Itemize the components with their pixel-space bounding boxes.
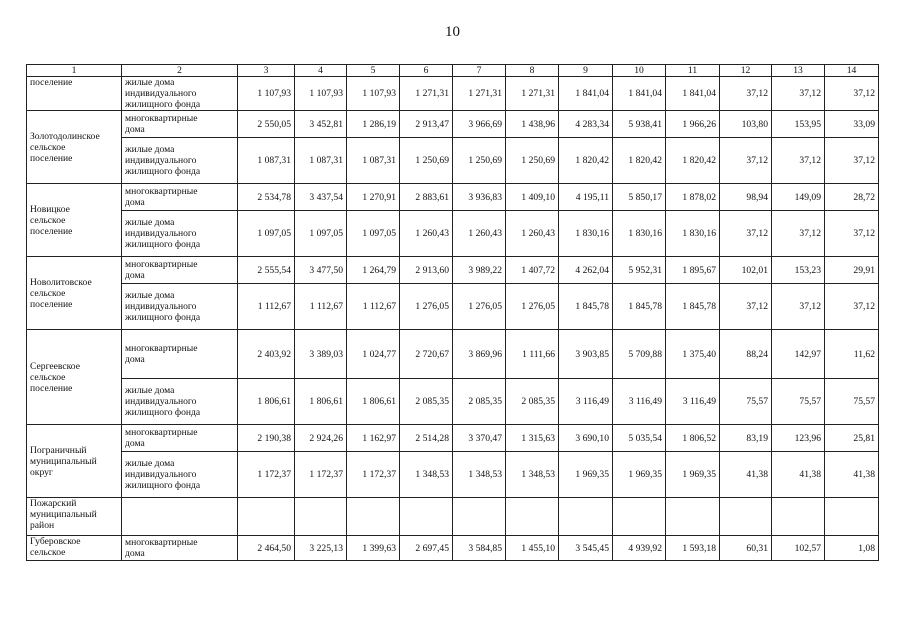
value-cell: 1 276,05 — [506, 284, 559, 330]
value-cell: 3 869,96 — [453, 330, 506, 379]
value-cell: 3 116,49 — [613, 379, 666, 425]
value-cell: 1 276,05 — [400, 284, 453, 330]
municipality-name: поселение — [27, 77, 122, 111]
header-row — [27, 65, 879, 77]
value-cell: 3 225,13 — [295, 536, 347, 561]
value-cell — [772, 498, 825, 536]
value-cell: 3 116,49 — [666, 379, 720, 425]
housing-type: жилые дома индивидуального жилищного фонда — [122, 379, 238, 425]
value-cell: 1 830,16 — [613, 211, 666, 257]
value-cell: 41,38 — [772, 452, 825, 498]
value-cell: 1 820,42 — [559, 138, 613, 184]
value-cell: 1 264,79 — [347, 257, 400, 284]
value-cell: 1 276,05 — [453, 284, 506, 330]
table-row — [27, 138, 879, 184]
value-cell — [238, 498, 295, 536]
value-cell: 1 841,04 — [613, 77, 666, 111]
value-cell: 1 806,61 — [347, 379, 400, 425]
value-cell: 1 895,67 — [666, 257, 720, 284]
value-cell — [825, 498, 879, 536]
value-cell: 2 550,05 — [238, 111, 295, 138]
value-cell: 37,12 — [720, 284, 772, 330]
table-row — [27, 452, 879, 498]
value-cell: 153,95 — [772, 111, 825, 138]
housing-type — [122, 498, 238, 536]
value-cell: 153,23 — [772, 257, 825, 284]
value-cell: 2 913,60 — [400, 257, 453, 284]
value-cell: 1 315,63 — [506, 425, 559, 452]
header-cell: 8 — [506, 65, 559, 77]
value-cell: 1 878,02 — [666, 184, 720, 211]
table-row — [27, 379, 879, 425]
municipality-name: Губеровское сельское — [27, 536, 122, 561]
value-cell — [559, 498, 613, 536]
value-cell: 1 806,61 — [238, 379, 295, 425]
header-cell: 2 — [122, 65, 238, 77]
value-cell: 3 584,85 — [453, 536, 506, 561]
value-cell: 1 271,31 — [453, 77, 506, 111]
value-cell: 1 112,67 — [347, 284, 400, 330]
value-cell: 37,12 — [720, 138, 772, 184]
header-cell: 9 — [559, 65, 613, 77]
table-row — [27, 77, 879, 111]
value-cell: 2 190,38 — [238, 425, 295, 452]
value-cell: 75,57 — [825, 379, 879, 425]
value-cell: 37,12 — [720, 77, 772, 111]
municipality-name: Пограничный муниципальный округ — [27, 425, 122, 498]
table-row — [27, 498, 879, 536]
value-cell: 2 464,50 — [238, 536, 295, 561]
value-cell — [295, 498, 347, 536]
value-cell: 1 271,31 — [506, 77, 559, 111]
value-cell — [400, 498, 453, 536]
value-cell: 1 097,05 — [347, 211, 400, 257]
value-cell: 4 195,11 — [559, 184, 613, 211]
value-cell: 2 697,45 — [400, 536, 453, 561]
table-row — [27, 257, 879, 284]
value-cell: 1 260,43 — [506, 211, 559, 257]
value-cell: 1 270,91 — [347, 184, 400, 211]
value-cell: 3 966,69 — [453, 111, 506, 138]
value-cell: 37,12 — [772, 77, 825, 111]
value-cell: 75,57 — [772, 379, 825, 425]
value-cell: 3 903,85 — [559, 330, 613, 379]
table-row — [27, 184, 879, 211]
value-cell: 1 348,53 — [506, 452, 559, 498]
value-cell: 1 841,04 — [559, 77, 613, 111]
value-cell: 2 085,35 — [453, 379, 506, 425]
value-cell: 1 845,78 — [613, 284, 666, 330]
table-row — [27, 211, 879, 257]
value-cell: 37,12 — [825, 284, 879, 330]
value-cell — [613, 498, 666, 536]
value-cell: 2 883,61 — [400, 184, 453, 211]
header-cell: 3 — [238, 65, 295, 77]
value-cell: 83,19 — [720, 425, 772, 452]
value-cell: 1 260,43 — [400, 211, 453, 257]
value-cell: 1 969,35 — [613, 452, 666, 498]
table-row — [27, 536, 879, 561]
value-cell: 2 085,35 — [506, 379, 559, 425]
value-cell — [720, 498, 772, 536]
housing-type: многоквартирные дома — [122, 111, 238, 138]
value-cell: 28,72 — [825, 184, 879, 211]
housing-type: многоквартирные дома — [122, 257, 238, 284]
housing-type: многоквартирные дома — [122, 536, 238, 561]
value-cell: 1,08 — [825, 536, 879, 561]
value-cell: 1 097,05 — [295, 211, 347, 257]
value-cell: 1 820,42 — [613, 138, 666, 184]
housing-type: жилые дома индивидуального жилищного фонда — [122, 211, 238, 257]
value-cell: 2 555,54 — [238, 257, 295, 284]
value-cell: 1 107,93 — [347, 77, 400, 111]
value-cell: 37,12 — [825, 211, 879, 257]
value-cell: 3 389,03 — [295, 330, 347, 379]
value-cell: 1 348,53 — [453, 452, 506, 498]
value-cell: 3 116,49 — [559, 379, 613, 425]
value-cell: 3 452,81 — [295, 111, 347, 138]
value-cell: 37,12 — [772, 138, 825, 184]
housing-type: жилые дома индивидуального жилищного фонда — [122, 284, 238, 330]
value-cell: 4 283,34 — [559, 111, 613, 138]
value-cell: 1 820,42 — [666, 138, 720, 184]
value-cell: 4 262,04 — [559, 257, 613, 284]
value-cell: 4 939,92 — [613, 536, 666, 561]
value-cell: 5 938,41 — [613, 111, 666, 138]
value-cell: 1 841,04 — [666, 77, 720, 111]
value-cell: 5 850,17 — [613, 184, 666, 211]
housing-type: жилые дома индивидуального жилищного фонда — [122, 77, 238, 111]
housing-type: жилые дома индивидуального жилищного фонда — [122, 138, 238, 184]
value-cell: 3 989,22 — [453, 257, 506, 284]
housing-type: жилые дома индивидуального жилищного фонда — [122, 452, 238, 498]
value-cell: 2 720,67 — [400, 330, 453, 379]
municipality-name: Золотодолинское сельское поселение — [27, 111, 122, 184]
value-cell: 1 250,69 — [400, 138, 453, 184]
value-cell: 37,12 — [825, 77, 879, 111]
value-cell: 1 593,18 — [666, 536, 720, 561]
value-cell: 102,01 — [720, 257, 772, 284]
municipality-name: Сергеевское сельское поселение — [27, 330, 122, 425]
value-cell: 3 370,47 — [453, 425, 506, 452]
value-cell: 3 936,83 — [453, 184, 506, 211]
value-cell: 102,57 — [772, 536, 825, 561]
value-cell: 1 438,96 — [506, 111, 559, 138]
municipality-name: Новицкое сельское поселение — [27, 184, 122, 257]
value-cell: 1 250,69 — [453, 138, 506, 184]
value-cell: 37,12 — [772, 211, 825, 257]
value-cell — [666, 498, 720, 536]
value-cell: 1 966,26 — [666, 111, 720, 138]
value-cell: 1 969,35 — [559, 452, 613, 498]
table-row — [27, 111, 879, 138]
value-cell: 142,97 — [772, 330, 825, 379]
value-cell: 1 348,53 — [400, 452, 453, 498]
table-row — [27, 330, 879, 379]
value-cell: 1 806,61 — [295, 379, 347, 425]
tariff-table — [26, 64, 879, 561]
value-cell: 2 514,28 — [400, 425, 453, 452]
value-cell: 75,57 — [720, 379, 772, 425]
value-cell: 5 952,31 — [613, 257, 666, 284]
header-cell: 11 — [666, 65, 720, 77]
value-cell: 2 924,26 — [295, 425, 347, 452]
value-cell: 123,96 — [772, 425, 825, 452]
value-cell: 3 690,10 — [559, 425, 613, 452]
value-cell: 1 399,63 — [347, 536, 400, 561]
value-cell: 1 830,16 — [559, 211, 613, 257]
value-cell: 3 437,54 — [295, 184, 347, 211]
value-cell: 1 087,31 — [238, 138, 295, 184]
value-cell: 25,81 — [825, 425, 879, 452]
value-cell: 88,24 — [720, 330, 772, 379]
value-cell: 60,31 — [720, 536, 772, 561]
value-cell — [506, 498, 559, 536]
header-cell: 4 — [295, 65, 347, 77]
housing-type: многоквартирные дома — [122, 425, 238, 452]
header-cell: 6 — [400, 65, 453, 77]
municipality-name: Новолитовское сельское поселение — [27, 257, 122, 330]
value-cell: 1 806,52 — [666, 425, 720, 452]
value-cell: 1 455,10 — [506, 536, 559, 561]
value-cell: 1 260,43 — [453, 211, 506, 257]
value-cell: 103,80 — [720, 111, 772, 138]
value-cell: 37,12 — [825, 138, 879, 184]
page-number: 10 — [445, 24, 460, 40]
value-cell: 41,38 — [720, 452, 772, 498]
value-cell: 1 087,31 — [347, 138, 400, 184]
value-cell: 1 250,69 — [506, 138, 559, 184]
value-cell: 2 085,35 — [400, 379, 453, 425]
header-cell: 7 — [453, 65, 506, 77]
value-cell: 5 035,54 — [613, 425, 666, 452]
value-cell: 149,09 — [772, 184, 825, 211]
header-cell: 14 — [825, 65, 879, 77]
value-cell: 1 107,93 — [238, 77, 295, 111]
value-cell — [347, 498, 400, 536]
value-cell: 1 845,78 — [559, 284, 613, 330]
value-cell: 11,62 — [825, 330, 879, 379]
value-cell: 29,91 — [825, 257, 879, 284]
table-row — [27, 425, 879, 452]
header-cell: 10 — [613, 65, 666, 77]
value-cell: 1 162,97 — [347, 425, 400, 452]
header-cell: 1 — [27, 65, 122, 77]
housing-type: многоквартирные дома — [122, 330, 238, 379]
value-cell: 1 286,19 — [347, 111, 400, 138]
housing-type: многоквартирные дома — [122, 184, 238, 211]
value-cell: 1 172,37 — [347, 452, 400, 498]
value-cell: 1 845,78 — [666, 284, 720, 330]
value-cell: 1 271,31 — [400, 77, 453, 111]
value-cell: 2 534,78 — [238, 184, 295, 211]
value-cell: 3 545,45 — [559, 536, 613, 561]
value-cell: 1 969,35 — [666, 452, 720, 498]
value-cell: 1 172,37 — [238, 452, 295, 498]
value-cell: 3 477,50 — [295, 257, 347, 284]
value-cell: 1 111,66 — [506, 330, 559, 379]
value-cell: 1 112,67 — [238, 284, 295, 330]
value-cell: 1 409,10 — [506, 184, 559, 211]
value-cell — [453, 498, 506, 536]
value-cell: 1 107,93 — [295, 77, 347, 111]
table-row — [27, 284, 879, 330]
value-cell: 1 087,31 — [295, 138, 347, 184]
value-cell: 1 375,40 — [666, 330, 720, 379]
value-cell: 41,38 — [825, 452, 879, 498]
value-cell: 1 407,72 — [506, 257, 559, 284]
header-cell: 13 — [772, 65, 825, 77]
value-cell: 1 830,16 — [666, 211, 720, 257]
value-cell: 1 024,77 — [347, 330, 400, 379]
value-cell: 1 097,05 — [238, 211, 295, 257]
header-cell: 5 — [347, 65, 400, 77]
value-cell: 2 913,47 — [400, 111, 453, 138]
value-cell: 33,09 — [825, 111, 879, 138]
value-cell: 1 172,37 — [295, 452, 347, 498]
municipality-name: Пожарский муниципальный район — [27, 498, 122, 536]
value-cell: 5 709,88 — [613, 330, 666, 379]
header-cell: 12 — [720, 65, 772, 77]
value-cell: 2 403,92 — [238, 330, 295, 379]
value-cell: 1 112,67 — [295, 284, 347, 330]
value-cell: 37,12 — [772, 284, 825, 330]
value-cell: 37,12 — [720, 211, 772, 257]
value-cell: 98,94 — [720, 184, 772, 211]
